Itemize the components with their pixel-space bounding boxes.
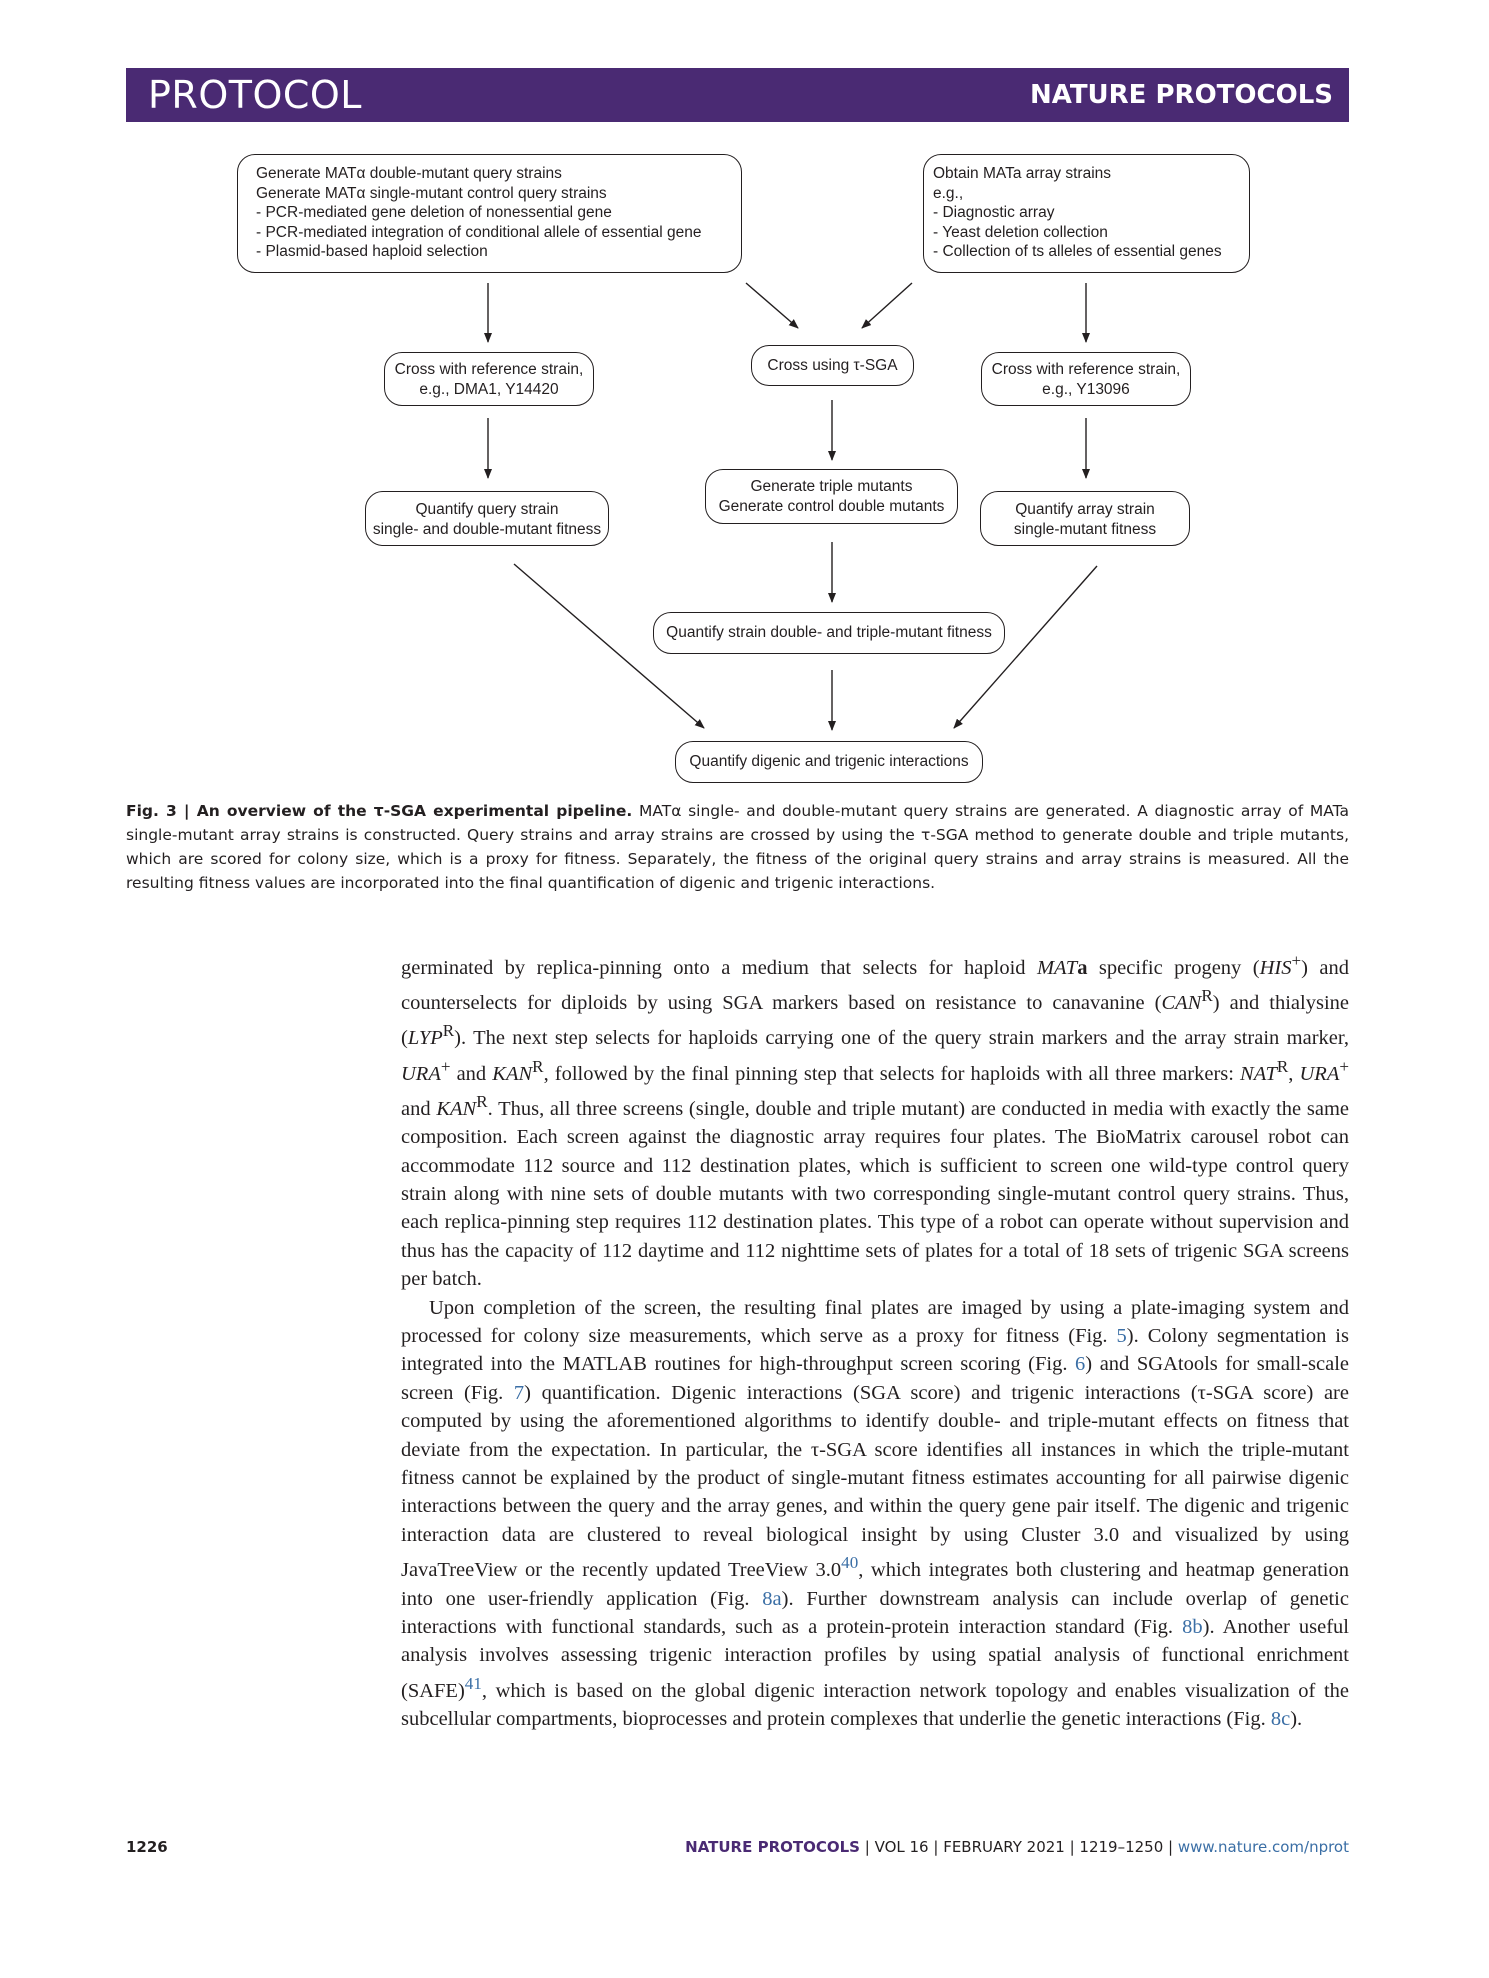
caption-text: MATα single- and double-mutant query strains are generated. A diagnostic array of MATa single-mutant array strains is constructed. Query strains and array strains are crossed by using the τ-SGA method to generate double and triple mutants, which are scored for colony size, which is a proxy for fitness. Separately, the fitness of the original query strains and array strains is measured. All the resulting fitness values are incorporated into the final quantification of digenic and trigenic interactions.: [126, 802, 1350, 892]
flowchart-arrows: [0, 0, 1489, 800]
generate-triple-box: [705, 469, 958, 524]
quant-array-line-2: single-mutant fitness: [1013, 520, 1157, 538]
quant-query-line-1: Quantify query strain: [415, 501, 559, 518]
array-line-1: Obtain MATa array strains: [933, 165, 1112, 182]
query-line-3: - PCR-mediated gene deletion of nonessential gene: [256, 204, 612, 221]
quant-final-label: Quantify digenic and trigenic interactions: [689, 753, 969, 770]
arrow-query-to-tau: [746, 283, 798, 328]
footer-details: | VOL 16 | FEBRUARY 2021 | 1219–1250 |: [864, 1838, 1178, 1856]
ref-41[interactable]: 41: [464, 1673, 482, 1693]
cross-reference-left-box: [384, 352, 594, 406]
section-label: PROTOCOL: [148, 73, 362, 117]
page-number: 1226: [126, 1838, 168, 1856]
cross-right-line-1: Cross with reference strain,: [991, 361, 1181, 378]
ref-fig-6[interactable]: 6: [1075, 1353, 1086, 1376]
array-line-2: e.g.,: [933, 184, 964, 202]
ref-fig-5[interactable]: 5: [1116, 1325, 1127, 1348]
ref-fig-8b[interactable]: 8b: [1182, 1615, 1203, 1638]
paragraph-1: germinated by replica-pinning onto a medium that selects for haploid MATa specific progeny (HIS+) and counterselects for diploids by using SGA markers based on resistance to canavanine $(CAN^R)$ and thialysine $(LYP^R)$. The next step selects for haploids carrying one of the query strain markers and the array strain marker, URA+ and $KAN^R$, followed by the final pinning step that selects for haploids with all three markers: $NAT^R$, URA+ and $KAN^R$. Thus, all three screens (single, double and triple mutant) are conducted in media with exactly the same composition. Each screen against the diagnostic array requires four plates. The BioMatrix carousel robot can accommodate 112 source and 112 destination plates, which is sufficient to screen one wild-type control query strain along with nine sets of double mutants with two corresponding single-mutant control query strains. Thus, each replica-pinning step requires 112 destination plates. This type of a robot can operate without supervision and thus has the capacity of 112 daytime and 112 nighttime sets of plates for a total of 18 sets of trigenic SGA screens per batch.: [401, 951, 1349, 1291]
query-strain-box: [237, 154, 742, 273]
array-strain-box: [923, 154, 1250, 273]
query-line-2: Generate MATα single-mutant control query strains: [256, 184, 607, 202]
quant-triple-label: Quantify strain double- and triple-mutant fitness: [666, 624, 992, 641]
page-footer: [126, 1838, 1349, 1862]
caption-label: Fig. 3 | An overview of the τ-SGA experimental pipeline.: [126, 802, 633, 820]
paragraph-2: Upon completion of the screen, the resulting final plates are imaged by using a plate-imaging system and processed for colony size measurements, which serve as a proxy for fitness (Fig. 5). Colony segmentation is integrated into the MATLAB routines for high-throughput screen scoring (Fig. 6) and SGAtools for small-scale screen (Fig. 7) quantification. Digenic interactions (SGA score) and trigenic interactions (τ-SGA score) are computed by using the aforementioned algorithms to identify double- and triple-mutant effects on fitness that deviate from the expectation. In particular, the τ-SGA score identifies all instances in which the triple-mutant fitness cannot be explained by the product of single-mutant fitness estimates accounting for all pairwise digenic interactions between the query and the array genes, and within the query gene pair itself. The digenic and trigenic interaction data are clustered to reveal biological insight by using Cluster 3.0 and visualized by using JavaTreeView or the recently updated TreeView $3.0^{40}$, which integrates both clustering and heatmap generation into one user-friendly application (Fig. 8a). Further downstream analysis can include overlap of genetic interactions with functional standards, such as a protein-protein interaction standard (Fig. 8b). Another useful analysis involves assessing trigenic interaction profiles by using spatial analysis of functional enrichment (SAFE)$^{41}$, which is based on the global digenic interaction network topology and enables visualization of the subcellular compartments, bioprocesses and protein complexes that underlie the genetic interactions (Fig. 8c).: [401, 1296, 1349, 1730]
cross-left-line-2: e.g., DMA1, Y14420: [419, 380, 559, 398]
cross-left-line-1: Cross with reference strain,: [394, 361, 584, 378]
ref-fig-8a[interactable]: 8a: [762, 1587, 782, 1610]
journal-label: NATURE PROTOCOLS: [1029, 80, 1333, 110]
generate-line-2: Generate control double mutants: [718, 497, 945, 515]
quantify-array-box: [980, 491, 1190, 546]
quant-array-line-1: Quantify array strain: [1015, 501, 1155, 518]
query-line-1: Generate MATα double-mutant query strains: [256, 165, 562, 182]
footer-citation: [685, 1838, 1349, 1856]
ref-fig-8c[interactable]: 8c: [1270, 1707, 1291, 1730]
flowchart: [0, 0, 1489, 800]
arrow-array-to-tau: [862, 283, 912, 328]
ref-fig-7[interactable]: 7: [513, 1381, 525, 1404]
cross-right-line-2: e.g., Y13096: [1042, 380, 1130, 398]
generate-line-1: Generate triple mutants: [750, 478, 913, 495]
cross-tau-label: Cross using τ-SGA: [767, 357, 898, 374]
cross-reference-right-box: [981, 352, 1191, 406]
query-line-4: - PCR-mediated integration of conditional allele of essential gene: [256, 223, 702, 241]
body-text: [401, 947, 1349, 1733]
quantify-query-box: [365, 491, 609, 546]
quant-query-line-2: single- and double-mutant fitness: [372, 520, 602, 538]
footer-journal: NATURE PROTOCOLS: [685, 1838, 860, 1856]
figure-caption: [126, 799, 1349, 895]
cross-tau-sga-box: [751, 345, 914, 386]
array-line-4: - Yeast deletion collection: [933, 223, 1108, 241]
array-line-3: - Diagnostic array: [933, 204, 1055, 221]
quantify-interactions-box: [675, 741, 983, 783]
ref-40[interactable]: 40: [841, 1553, 859, 1573]
quantify-triple-box: [653, 612, 1005, 654]
journal-url-link[interactable]: www.nature.com/nprot: [1177, 1838, 1349, 1856]
query-line-5: - Plasmid-based haploid selection: [256, 243, 488, 260]
array-line-5: - Collection of ts alleles of essential genes: [933, 243, 1222, 260]
